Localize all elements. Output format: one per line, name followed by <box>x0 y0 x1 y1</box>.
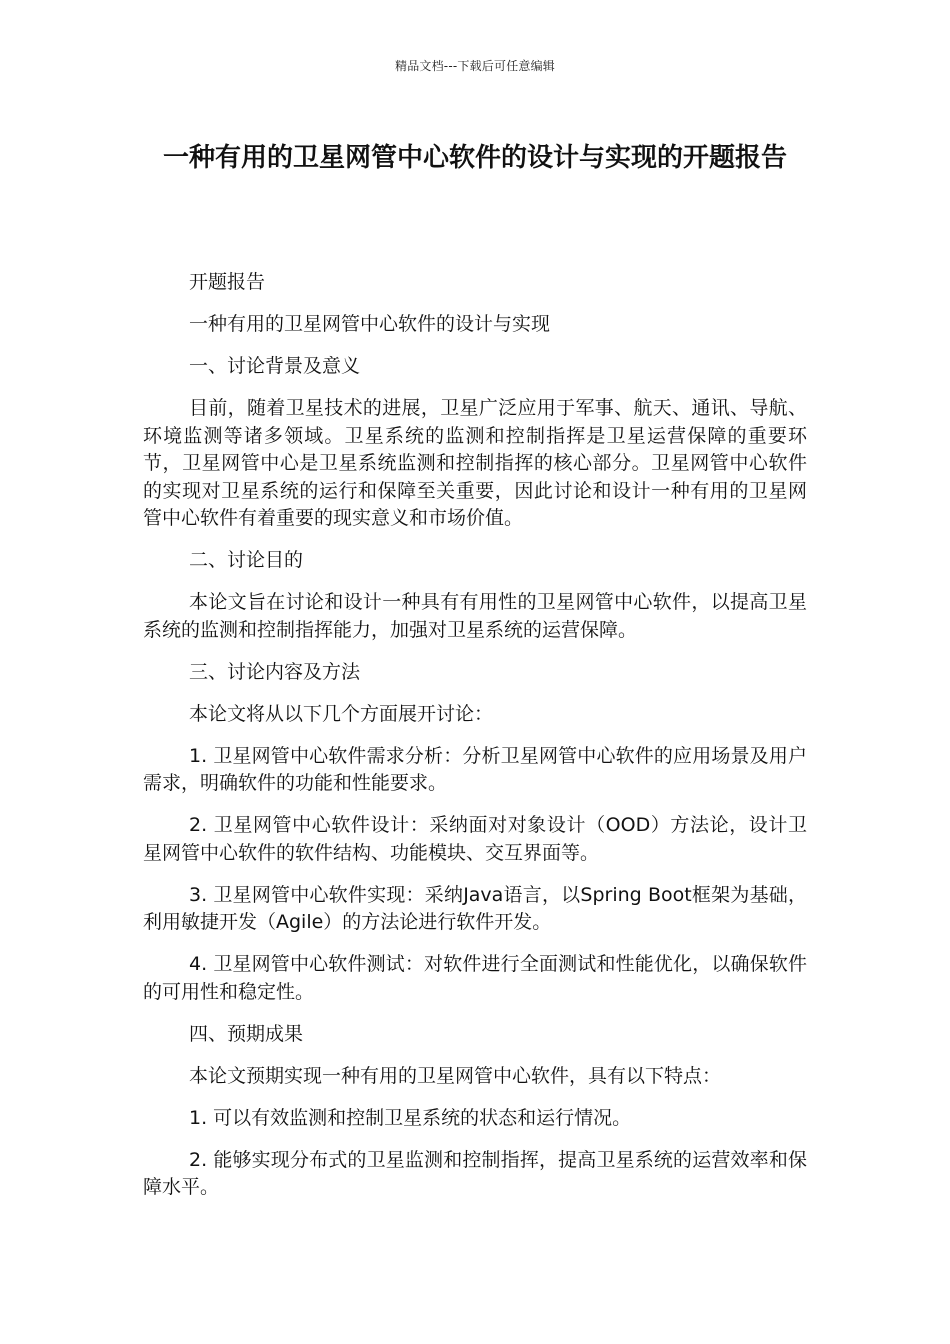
list-item-implementation: 3. 卫星网管中心软件实现：采纳Java语言，以Spring Boot框架为基础，利用敏捷开发（Agile）的方法论进行软件开发。 <box>143 883 807 933</box>
paragraph-expected-intro: 本论文预期实现一种有用的卫星网管中心软件，具有以下特点： <box>189 1064 722 1087</box>
section-heading-background: 一、讨论背景及意义 <box>189 355 361 377</box>
section-heading-purpose: 二、讨论目的 <box>189 549 304 571</box>
paragraph-purpose: 本论文旨在讨论和设计一种具有有用性的卫星网管中心软件，以提高卫星系统的监测和控制指挥能力，加强对卫星系统的运营保障。 <box>143 591 807 641</box>
document-title: 一种有用的卫星网管中心软件的设计与实现的开题报告 <box>162 143 787 173</box>
paragraph-content-intro: 本论文将从以下几个方面展开讨论： <box>189 702 494 725</box>
paragraph-background: 目前，随着卫星技术的进展，卫星广泛应用于军事、航天、通讯、导航、环境监测等诸多领域。卫星系统的监测和控制指挥是卫星运营保障的重要环节，卫星网管中心是卫星系统监测和控制指挥的核心部分。卫星网管中心软件的实现对卫星系统的运行和保障至关重要，因此讨论和设计一种有用的卫星网管中心软件有着重要的现实意义和市场价值。 <box>143 397 807 529</box>
paragraph-subject: 一种有用的卫星网管中心软件的设计与实现 <box>189 313 551 335</box>
document-body <box>143 269 807 1216</box>
list-item-requirements: 1. 卫星网管中心软件需求分析：分析卫星网管中心软件的应用场景及用户需求，明确软件的功能和性能要求。 <box>143 744 807 794</box>
list-item-design: 2. 卫星网管中心软件设计：采纳面对对象设计（OOD）方法论，设计卫星网管中心软件的软件结构、功能模块、交互界面等。 <box>143 814 807 864</box>
list-item-testing: 4. 卫星网管中心软件测试：对软件进行全面测试和性能优化，以确保软件的可用性和稳定性。 <box>143 953 807 1003</box>
list-item-monitoring: 1. 可以有效监测和控制卫星系统的状态和运行情况。 <box>189 1106 632 1129</box>
section-heading-expected-results: 四、预期成果 <box>189 1022 304 1045</box>
section-heading-content-methods: 三、讨论内容及方法 <box>189 660 361 683</box>
page-header-note: 精品文档---下载后可任意编辑 <box>395 59 555 73</box>
paragraph-report-label: 开题报告 <box>189 271 266 293</box>
list-item-distributed: 2. 能够实现分布式的卫星监测和控制指挥，提高卫星系统的运营效率和保障水平。 <box>143 1148 807 1198</box>
